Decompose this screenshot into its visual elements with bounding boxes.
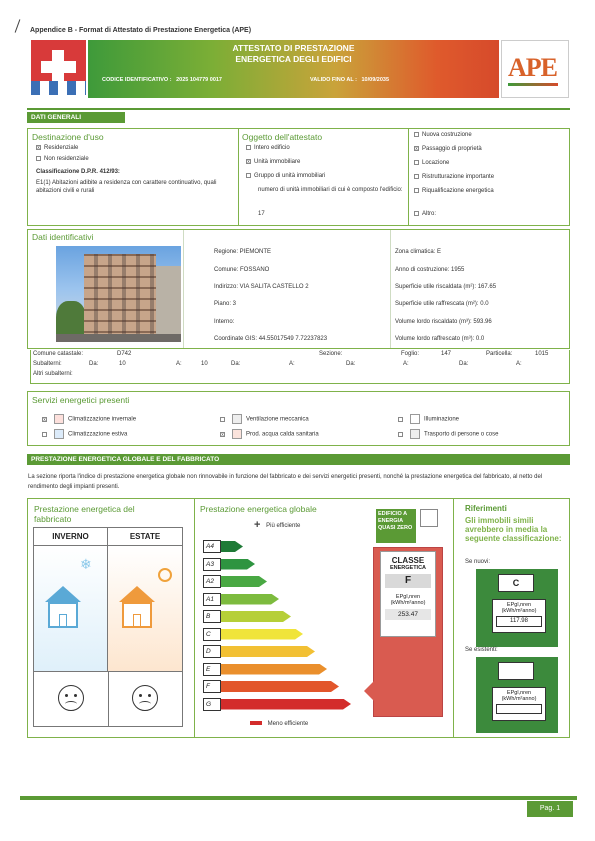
prestazione-intro: La sezione riporta l'indice di prestazione energetica globale non rinnovabile in funzione del fabbricato e dei servizi energetici presenti, nonché la prestazione energetica del fabbricato, al netto del rendimento degli impianti presenti. xyxy=(28,474,543,490)
clima-estiva-checkbox[interactable] xyxy=(42,432,47,437)
foglio-value: 147 xyxy=(441,351,452,357)
inverno-panel xyxy=(34,546,108,672)
foglio-label: Foglio: xyxy=(401,351,420,357)
altro-label: Altro: xyxy=(422,211,437,218)
energy-class-b xyxy=(203,610,291,623)
anno-costruzione: Anno di costruzione: 1955 xyxy=(395,267,465,273)
building-photo xyxy=(56,246,181,342)
warm-house-icon xyxy=(116,586,158,630)
regione: Regione: PIEMONTE xyxy=(214,249,272,255)
header-banner xyxy=(88,40,499,98)
section-dati-generali: DATI GENERALI xyxy=(27,112,125,123)
energetica-label: ENERGETICA xyxy=(389,565,427,571)
classificazione-label: Classificazione D.P.R. 412/93: xyxy=(36,169,120,175)
trasporto-label: Trasporto di persone o cose xyxy=(424,431,499,438)
passaggio-proprieta-checkbox[interactable]: x xyxy=(415,146,418,152)
energy-class-label: A2 xyxy=(203,575,221,588)
snowflake-icon: ❄ xyxy=(80,556,92,572)
dati-identificativi-box xyxy=(27,229,570,349)
comune: Comune: FOSSANO xyxy=(214,267,270,273)
non-residenziale-checkbox[interactable] xyxy=(36,156,41,161)
esistenti-ep-label: EPgl,nren xyxy=(506,690,532,696)
energy-class-label: A1 xyxy=(203,593,221,606)
energy-class-bar xyxy=(221,559,255,570)
energy-class-bar xyxy=(221,664,327,675)
subalterni-label: Subalterni: xyxy=(33,361,62,367)
energy-class-label: C xyxy=(203,628,221,641)
riqualificazione-checkbox[interactable] xyxy=(414,188,419,193)
unita-immobiliare-checkbox[interactable]: x xyxy=(247,159,250,165)
ristrutturazione-checkbox[interactable] xyxy=(414,174,419,179)
dati-identificativi-title: Dati identificativi xyxy=(32,232,94,242)
energy-class-bar xyxy=(221,681,339,692)
acqua-calda-label: Prod. acqua calda sanitaria xyxy=(246,431,319,438)
ventilazione-checkbox[interactable] xyxy=(220,417,225,422)
energy-class-a1 xyxy=(203,593,279,606)
energy-class-bar xyxy=(221,541,243,552)
gruppo-unita-checkbox[interactable] xyxy=(246,173,251,178)
servizi-title: Servizi energetici presenti xyxy=(32,395,130,405)
sezione-label: Sezione: xyxy=(319,351,343,357)
sun-icon xyxy=(158,568,172,582)
fan-icon xyxy=(232,414,242,424)
energy-class-label: D xyxy=(203,645,221,658)
sub-a-label: A: xyxy=(176,361,182,367)
energy-class-label: F xyxy=(203,680,221,693)
sub-da-label-3: Da: xyxy=(346,361,356,367)
riferimenti-title: Riferimenti xyxy=(465,504,507,513)
plus-icon: + xyxy=(254,519,261,531)
sub-da-label-4: Da: xyxy=(459,361,469,367)
particella-value: 1015 xyxy=(535,351,549,357)
fabbricato-title-1: Prestazione energetica del xyxy=(34,504,135,514)
coordinate-gis: Coordinate GIS: 44.55017549 7.72237823 xyxy=(214,336,328,342)
energy-class-bar xyxy=(221,629,303,640)
residenziale-checkbox[interactable]: x xyxy=(37,145,40,151)
sub-a-value: 10 xyxy=(201,361,208,367)
nuovi-ep-unit: (kWh/m²anno) xyxy=(501,608,537,614)
appendix-title: Appendice B - Format di Attestato di Prestazione Energetica (APE) xyxy=(30,27,252,34)
cold-house-icon xyxy=(42,586,84,630)
trasporto-checkbox[interactable] xyxy=(398,432,403,437)
sub-a-label-3: A: xyxy=(403,361,409,367)
energy-class-label: G xyxy=(203,698,221,711)
classificazione-value: E1(1) Abitazioni adibite a residenza con carattere continuativo, quali abitazioni civili e rurali xyxy=(36,180,217,194)
illuminazione-label: Illuminazione xyxy=(424,416,460,423)
elevator-icon xyxy=(410,429,420,439)
energy-class-label: A3 xyxy=(203,558,221,571)
result-card xyxy=(380,551,436,637)
ristrutturazione-label: Ristrutturazione importante xyxy=(422,174,495,181)
numero-unita-value: 17 xyxy=(258,211,265,217)
inverno-header: INVERNO xyxy=(34,528,108,546)
nuova-costruzione-checkbox[interactable] xyxy=(414,132,419,137)
volume-riscaldato: Volume lordo riscaldato (m³): 593.96 xyxy=(395,319,492,325)
energy-class-g xyxy=(203,698,351,711)
energy-class-label: E xyxy=(203,663,221,676)
certificate-title: ATTESTATO DI PRESTAZIONE ENERGETICA DEGLI EDIFICI xyxy=(232,43,355,64)
energy-class-d xyxy=(203,645,315,658)
energy-class-bar xyxy=(221,699,351,710)
inverno-sad-face-icon xyxy=(58,685,84,711)
ventilazione-label: Ventilazione meccanica xyxy=(246,416,309,423)
oggetto-title: Oggetto dell'attestato xyxy=(242,132,323,142)
zero-energy-label: EDIFICIO A ENERGIA QUASI ZERO xyxy=(376,509,416,543)
energy-class-c xyxy=(203,628,303,641)
energy-class-bar xyxy=(221,611,291,622)
intero-edificio-label: Intero edificio xyxy=(254,145,290,152)
locazione-label: Locazione xyxy=(422,160,450,167)
sub-a-label-4: A: xyxy=(516,361,522,367)
superficie-raffrescata: Superficie utile raffrescata (m²): 0.0 xyxy=(395,301,489,307)
ep-value: 253.47 xyxy=(385,609,431,620)
superficie-riscaldata: Superficie utile riscaldata (m²): 167.65 xyxy=(395,284,497,290)
unita-immobiliare-label: Unità immobiliare xyxy=(254,159,301,166)
intero-edificio-checkbox[interactable] xyxy=(246,145,251,150)
altri-subalterni-label: Altri subalterni: xyxy=(33,371,73,377)
corner-mark xyxy=(15,19,21,32)
energy-class-a4 xyxy=(203,540,243,553)
ep-label: EPgl,nren xyxy=(395,594,421,600)
energy-class-scale xyxy=(203,540,373,720)
esistenti-ep-value xyxy=(496,704,542,714)
nuovi-card xyxy=(476,569,558,647)
classe-value: F xyxy=(385,574,431,588)
lightbulb-icon xyxy=(410,414,420,424)
fabbricato-title-2: fabbricato xyxy=(34,514,72,524)
interno: Interno: xyxy=(214,319,235,325)
globale-title: Prestazione energetica globale xyxy=(200,504,317,514)
valid-label: VALIDO FINO AL : xyxy=(310,77,357,83)
energy-class-bar xyxy=(221,646,315,657)
comune-catastale-value: D742 xyxy=(117,351,132,357)
piano: Piano: 3 xyxy=(214,301,237,307)
sub-da-value: 10 xyxy=(119,361,126,367)
riferimenti-text: Gli immobili simili avrebbero in media la seguente classificazione: xyxy=(465,516,562,543)
clima-invernale-label: Climatizzazione invernale xyxy=(68,416,137,423)
energy-class-label: B xyxy=(203,610,221,623)
comune-catastale-label: Comune catastale: xyxy=(33,351,84,357)
ape-logo: APE xyxy=(501,40,569,98)
section-prestazione: PRESTAZIONE ENERGETICA GLOBALE E DEL FABBRICATO xyxy=(27,454,570,465)
altro-checkbox[interactable] xyxy=(414,211,419,216)
energy-class-bar xyxy=(221,594,279,605)
destinazione-title: Destinazione d'uso xyxy=(32,132,104,142)
page-number: Pag. 1 xyxy=(527,801,573,817)
classe-label: CLASSE xyxy=(391,556,425,565)
radiator-icon xyxy=(54,414,64,424)
indirizzo: Indirizzo: VIA SALITA CASTELLO 2 xyxy=(214,284,309,290)
air-conditioner-icon xyxy=(54,429,64,439)
riqualificazione-label: Riqualificazione energetica xyxy=(422,188,494,195)
locazione-checkbox[interactable] xyxy=(414,160,419,165)
esistenti-classe xyxy=(498,662,534,680)
nuova-costruzione-label: Nuova costruzione xyxy=(422,132,472,139)
footer-line xyxy=(20,796,577,800)
zona-climatica: Zona climatica: E xyxy=(395,249,442,255)
valid-value: 10/09/2035 xyxy=(361,77,390,83)
esistenti-card xyxy=(476,657,558,733)
non-residenziale-label: Non residenziale xyxy=(44,156,89,163)
sub-da-label-2: Da: xyxy=(231,361,241,367)
residenziale-label: Residenziale xyxy=(44,145,79,152)
estate-header: ESTATE xyxy=(108,528,182,546)
ep-unit: (kWh/m²anno) xyxy=(390,600,426,606)
nuovi-ep-label: EPgl,nren xyxy=(506,602,532,608)
volume-raffrescato: Volume lordo raffrescato (m³): 0.0 xyxy=(395,336,485,342)
sub-a-label-2: A: xyxy=(289,361,295,367)
clima-invernale-checkbox[interactable]: x xyxy=(43,416,46,423)
servizi-box xyxy=(27,391,570,446)
dati-generali-box xyxy=(27,128,570,226)
se-esistenti-label: Se esistenti: xyxy=(465,647,498,653)
estate-panel xyxy=(108,546,182,672)
energy-class-f xyxy=(203,680,339,693)
gruppo-unita-label: Gruppo di unità immobiliari xyxy=(254,173,326,180)
acqua-calda-checkbox[interactable]: x xyxy=(221,431,224,438)
zero-energy-checkbox[interactable] xyxy=(420,509,438,527)
region-logo xyxy=(31,40,86,95)
energy-class-a2 xyxy=(203,575,267,588)
water-heater-icon xyxy=(232,429,242,439)
se-nuovi-label: Se nuovi: xyxy=(465,559,491,565)
prestazione-box xyxy=(27,498,570,738)
nuovi-classe: C xyxy=(498,574,534,592)
numero-unita-label: numero di unità immobiliari di cui è composto l'edificio: xyxy=(258,187,403,193)
piu-efficiente-label: Più efficiente xyxy=(266,522,301,529)
passaggio-proprieta-label: Passaggio di proprietà xyxy=(422,146,482,153)
code-value: 2025 104779 0017 xyxy=(176,77,222,83)
sub-da-label: Da: xyxy=(89,361,99,367)
particella-label: Particella: xyxy=(486,351,513,357)
estate-sad-face-icon xyxy=(132,685,158,711)
minus-icon xyxy=(250,721,262,725)
energy-class-bar xyxy=(221,576,267,587)
energy-class-e xyxy=(203,663,327,676)
clima-estiva-label: Climatizzazione estiva xyxy=(68,431,128,438)
esistenti-ep-unit: (kWh/m²anno) xyxy=(501,696,537,702)
illuminazione-checkbox[interactable] xyxy=(398,417,403,422)
energy-class-a3 xyxy=(203,558,255,571)
meno-efficiente-label: Meno efficiente xyxy=(267,721,309,727)
code-label: CODICE IDENTIFICATIVO : xyxy=(102,77,172,83)
nuovi-ep-value: 117.98 xyxy=(496,616,542,627)
energy-class-label: A4 xyxy=(203,540,221,553)
result-pointer xyxy=(364,681,374,701)
